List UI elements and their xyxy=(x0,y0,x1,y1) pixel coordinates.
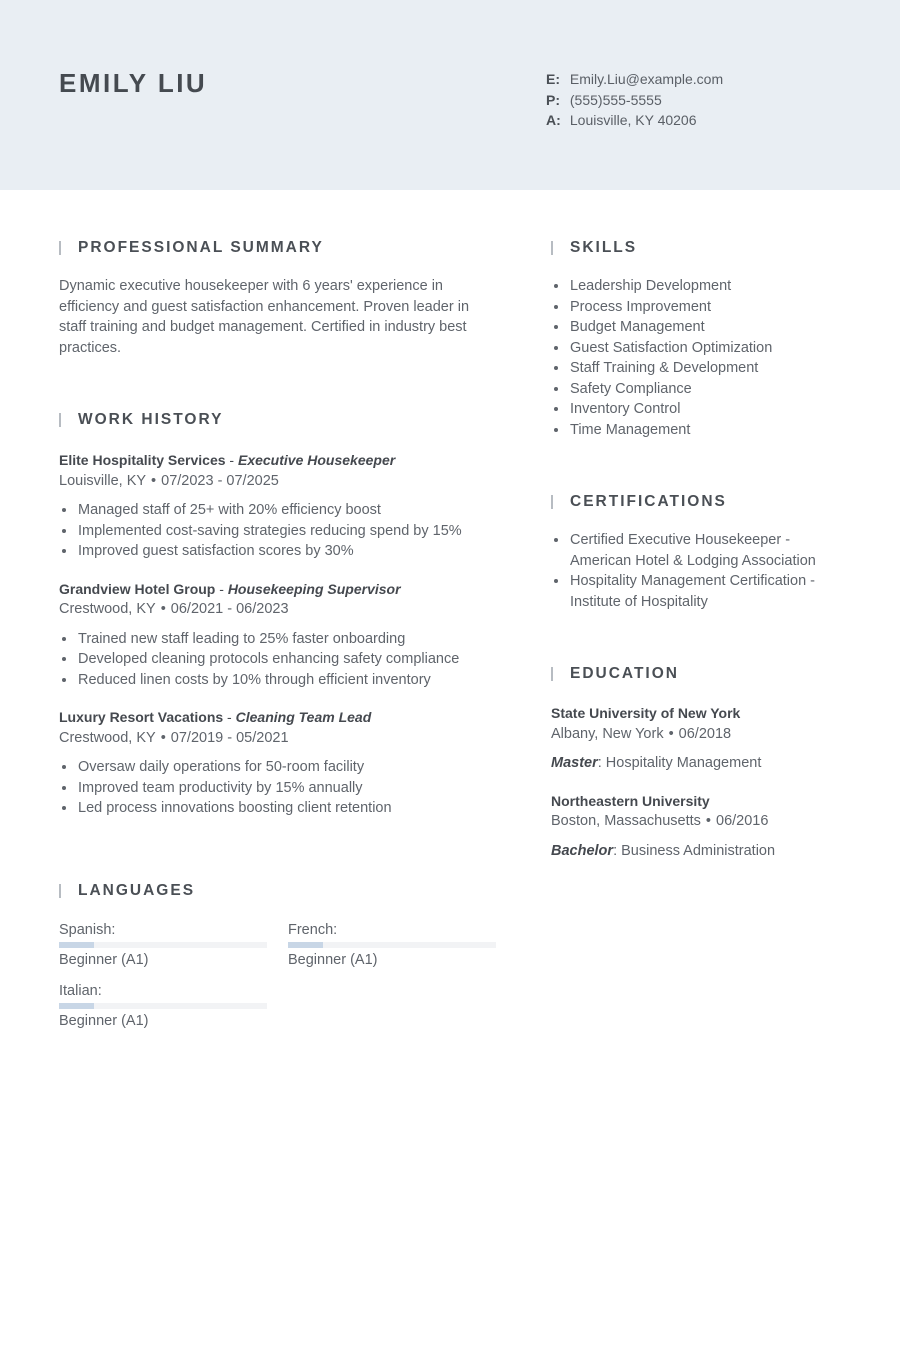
skill-text: Process Improvement xyxy=(570,298,712,315)
skills-heading xyxy=(551,238,851,258)
bullet-dot-icon: • xyxy=(151,472,157,489)
job-bullet-text: Oversaw daily operations for 50-room facility xyxy=(78,759,365,775)
job-dates: 07/2023 - 07/2025 xyxy=(161,472,279,489)
language-level: Beginner (A1) xyxy=(288,951,378,968)
certification-text: Certified Executive Housekeeper - American Hotel & Lodging Association xyxy=(570,532,816,569)
job-meta xyxy=(59,599,499,620)
skills-section xyxy=(551,238,851,440)
bullet-dot-icon: • xyxy=(160,729,166,746)
bullet-dot-icon xyxy=(62,765,66,769)
list-item xyxy=(551,338,851,359)
education-date: 06/2018 xyxy=(678,725,732,742)
section-bar-icon xyxy=(59,241,61,255)
education-degree-line xyxy=(551,841,851,862)
education-field: : Hospitality Management xyxy=(597,755,762,771)
bullet-dot-icon xyxy=(62,657,66,661)
job-role: Executive Housekeeper xyxy=(237,452,396,468)
job-bullet-text: Managed staff of 25+ with 20% efficiency boost xyxy=(78,502,381,518)
list-item xyxy=(551,420,851,441)
bullet-dot-icon xyxy=(554,346,558,350)
contact-phone-key: P: xyxy=(546,91,560,108)
left-column xyxy=(59,238,499,1040)
bullet-dot-icon xyxy=(62,678,66,682)
bullet-dot-icon xyxy=(554,538,558,542)
education-school: State University of New York xyxy=(551,705,741,721)
skill-text: Safety Compliance xyxy=(570,380,692,397)
bullet-dot-icon xyxy=(62,529,66,533)
skill-text: Time Management xyxy=(570,421,691,438)
work-history-heading xyxy=(59,410,499,430)
bullet-dot-icon xyxy=(554,428,558,432)
job-entry xyxy=(59,707,499,819)
job-bullet-text: Implemented cost-saving strategies reducing spend by 15% xyxy=(78,522,462,539)
job-separator: - xyxy=(215,580,228,597)
bullet-dot-icon xyxy=(62,637,66,641)
list-item xyxy=(551,571,826,612)
language-item xyxy=(288,920,496,970)
job-heading xyxy=(59,707,499,728)
education-degree: Bachelor xyxy=(551,842,614,859)
job-entry xyxy=(59,579,499,691)
section-bar-icon xyxy=(551,667,553,681)
contact-email-row xyxy=(546,69,723,90)
job-meta xyxy=(59,471,499,492)
language-meter-fill xyxy=(59,1003,94,1009)
certifications-heading-text: CERTIFICATIONS xyxy=(570,493,727,510)
language-meter-fill xyxy=(59,942,94,948)
job-meta xyxy=(59,728,499,749)
list-item xyxy=(551,379,851,400)
contact-info xyxy=(546,69,723,131)
list-item xyxy=(551,358,851,379)
language-name: French: xyxy=(288,921,338,938)
summary-heading xyxy=(59,238,499,258)
education-meta xyxy=(551,724,851,745)
education-location: Boston, Massachusetts xyxy=(551,813,701,829)
contact-email[interactable]: Emily.Liu@example.com xyxy=(569,71,724,87)
resume-header xyxy=(0,0,900,190)
job-bullet-text: Trained new staff leading to 25% faster onboarding xyxy=(78,630,406,647)
job-location: Crestwood, KY xyxy=(59,729,156,746)
education-date: 06/2016 xyxy=(716,813,769,829)
work-history-heading-text: WORK HISTORY xyxy=(78,411,224,428)
education-entry xyxy=(551,791,851,862)
languages-grid xyxy=(59,920,499,1040)
job-company: Elite Hospitality Services xyxy=(59,452,226,468)
language-meter xyxy=(59,942,267,948)
job-bullets xyxy=(59,500,499,562)
bullet-dot-icon xyxy=(62,549,66,553)
bullet-dot-icon xyxy=(554,325,558,329)
section-bar-icon xyxy=(551,241,553,255)
education-heading xyxy=(551,664,851,684)
job-role: Cleaning Team Lead xyxy=(235,709,372,725)
contact-phone[interactable]: (555)555-5555 xyxy=(569,91,662,108)
skill-text: Staff Training & Development xyxy=(570,360,759,376)
work-history-section xyxy=(59,410,499,819)
certifications-list xyxy=(551,530,826,612)
skill-text: Guest Satisfaction Optimization xyxy=(570,339,773,356)
job-bullets xyxy=(59,629,499,691)
list-item xyxy=(551,297,851,318)
section-bar-icon xyxy=(551,495,553,509)
summary-section xyxy=(59,238,499,358)
job-bullet-text: Led process innovations boosting client retention xyxy=(78,800,392,816)
section-bar-icon xyxy=(59,413,61,427)
skills-heading-text: SKILLS xyxy=(570,239,638,256)
education-section xyxy=(551,664,851,861)
skill-text: Inventory Control xyxy=(570,401,681,417)
job-bullet-text: Improved team productivity by 15% annually xyxy=(78,779,363,796)
language-name: Italian: xyxy=(59,982,102,999)
summary-heading-text: PROFESSIONAL SUMMARY xyxy=(78,239,324,256)
education-meta xyxy=(551,811,851,832)
job-separator: - xyxy=(223,709,236,725)
bullet-dot-icon: • xyxy=(705,813,711,829)
language-name: Spanish: xyxy=(59,921,116,938)
bullet-dot-icon: • xyxy=(160,601,166,617)
list-item xyxy=(59,629,499,650)
language-level: Beginner (A1) xyxy=(59,951,149,968)
job-location: Louisville, KY xyxy=(59,472,147,489)
job-bullet-text: Developed cleaning protocols enhancing safety compliance xyxy=(78,651,460,667)
job-entry xyxy=(59,450,499,562)
job-heading xyxy=(59,579,499,600)
list-item xyxy=(551,399,851,420)
education-degree-line xyxy=(551,753,851,774)
education-field: : Business Administration xyxy=(613,842,776,859)
job-dates: 07/2019 - 05/2021 xyxy=(170,729,289,746)
list-item xyxy=(59,500,499,521)
contact-address-row xyxy=(546,110,723,131)
language-meter xyxy=(59,1003,267,1009)
candidate-name: EMILY LIU xyxy=(59,68,208,98)
certification-text: Hospitality Management Certification - Institute of Hospitality xyxy=(570,573,815,610)
skill-text: Leadership Development xyxy=(570,278,732,294)
bullet-dot-icon xyxy=(554,407,558,411)
education-entry xyxy=(551,703,851,774)
bullet-dot-icon xyxy=(554,284,558,288)
right-column xyxy=(551,238,851,861)
job-role: Housekeeping Supervisor xyxy=(227,580,401,597)
bullet-dot-icon xyxy=(554,387,558,391)
contact-phone-row xyxy=(546,90,723,111)
job-company: Grandview Hotel Group xyxy=(59,580,216,597)
language-item xyxy=(59,981,267,1031)
education-location: Albany, New York xyxy=(551,725,664,742)
language-level: Beginner (A1) xyxy=(59,1012,149,1029)
bullet-dot-icon: • xyxy=(668,725,674,742)
languages-section xyxy=(59,881,499,1040)
bullet-dot-icon xyxy=(554,579,558,583)
certifications-section xyxy=(551,492,851,612)
certifications-heading xyxy=(551,492,851,512)
section-bar-icon xyxy=(59,884,61,898)
language-meter xyxy=(288,942,496,948)
job-dates: 06/2021 - 06/2023 xyxy=(170,601,289,617)
job-bullets xyxy=(59,757,499,819)
list-item xyxy=(59,778,499,799)
contact-email-key: E: xyxy=(546,71,560,87)
education-degree: Master xyxy=(551,755,598,771)
bullet-dot-icon xyxy=(62,508,66,512)
list-item xyxy=(59,649,499,670)
bullet-dot-icon xyxy=(62,806,66,810)
bullet-dot-icon xyxy=(554,366,558,370)
skills-list xyxy=(551,276,851,440)
job-bullet-text: Improved guest satisfaction scores by 30% xyxy=(78,543,354,559)
list-item xyxy=(551,317,851,338)
job-separator: - xyxy=(225,452,238,468)
list-item xyxy=(551,530,826,571)
list-item xyxy=(59,541,499,562)
list-item xyxy=(59,521,499,542)
list-item xyxy=(59,798,499,819)
language-meter-fill xyxy=(288,942,323,948)
bullet-dot-icon xyxy=(554,305,558,309)
languages-heading xyxy=(59,881,499,901)
job-bullet-text: Reduced linen costs by 10% through efficient inventory xyxy=(78,671,431,688)
skill-text: Budget Management xyxy=(570,319,705,335)
list-item xyxy=(551,276,851,297)
contact-address-key: A: xyxy=(546,112,561,128)
job-location: Crestwood, KY xyxy=(59,601,156,617)
job-company: Luxury Resort Vacations xyxy=(59,709,224,725)
language-item xyxy=(59,920,267,970)
list-item xyxy=(59,757,499,778)
languages-heading-text: LANGUAGES xyxy=(78,881,196,899)
education-school: Northeastern University xyxy=(551,792,710,809)
summary-text: Dynamic executive housekeeper with 6 years' experience in efficiency and guest satisfaction enhancement. Proven leader in staff training and budget management. Certified in industry best practices. xyxy=(59,278,470,356)
contact-address: Louisville, KY 40206 xyxy=(569,112,697,128)
job-heading xyxy=(59,450,499,471)
list-item xyxy=(59,670,499,691)
education-heading-text: EDUCATION xyxy=(570,665,679,682)
bullet-dot-icon xyxy=(62,786,66,790)
